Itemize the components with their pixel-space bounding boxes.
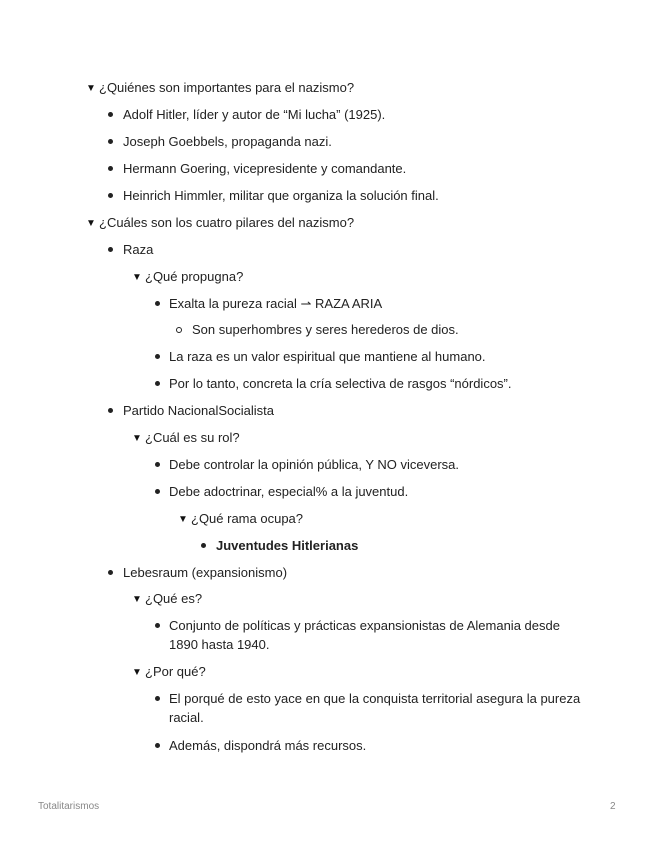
bullet-icon [108, 112, 113, 117]
toggle-heading[interactable] [132, 267, 243, 286]
toggle-label: ¿Qué es? [145, 591, 203, 606]
list-item-text: La raza es un valor espiritual que mantiene al humano. [169, 349, 486, 364]
list-item-text: Conjunto de políticas y prácticas expansionistas de Alemania desde 1890 hasta 1940. [169, 618, 560, 652]
toggle-heading[interactable] [132, 662, 206, 681]
list-item [155, 294, 382, 313]
bullet-icon [155, 381, 160, 386]
list-item-text: Por lo tanto, concreta la cría selectiva de rasgos “nórdicos”. [169, 376, 512, 391]
list-item-text: Heinrich Himmler, militar que organiza la solución final. [123, 188, 439, 203]
list-item-text: Exalta la pureza racial ⇀ RAZA ARIA [169, 296, 383, 311]
circle-bullet-icon [176, 327, 182, 333]
list-item-text: Son superhombres y seres herederos de dios. [192, 322, 459, 337]
list-item [108, 240, 153, 259]
list-item [108, 401, 274, 420]
list-item [155, 374, 512, 393]
list-item-text: Juventudes Hitlerianas [216, 538, 359, 553]
list-item-text: Joseph Goebbels, propaganda nazi. [123, 134, 332, 149]
bullet-icon [155, 623, 160, 628]
toggle-label: ¿Quiénes son importantes para el nazismo? [99, 80, 355, 95]
list-item [176, 320, 459, 339]
list-item [155, 616, 585, 654]
bullet-icon [108, 408, 113, 413]
bullet-icon [108, 247, 113, 252]
list-item-text: Partido NacionalSocialista [123, 403, 275, 418]
triangle-down-icon[interactable]: ▼ [132, 433, 142, 444]
list-item [108, 105, 385, 124]
list-item-text: Lebesraum (expansionismo) [123, 565, 288, 580]
toggle-label: ¿Cuál es su rol? [145, 430, 240, 445]
triangle-down-icon[interactable]: ▼ [132, 667, 142, 678]
list-item [108, 132, 332, 151]
bullet-icon [155, 462, 160, 467]
list-item-text: Adolf Hitler, líder y autor de “Mi lucha” (1925). [123, 107, 386, 122]
list-item [108, 159, 406, 178]
bullet-icon [108, 139, 113, 144]
triangle-down-icon[interactable]: ▼ [86, 83, 96, 94]
bullet-icon [201, 543, 206, 548]
list-item [108, 563, 287, 582]
bullet-icon [108, 193, 113, 198]
toggle-heading[interactable] [132, 428, 240, 447]
toggle-label: ¿Cuáles son los cuatro pilares del nazismo? [99, 215, 355, 230]
triangle-down-icon[interactable]: ▼ [132, 272, 142, 283]
toggle-heading[interactable] [86, 213, 354, 232]
triangle-down-icon[interactable]: ▼ [132, 594, 142, 605]
bullet-icon [155, 489, 160, 494]
toggle-label: ¿Qué propugna? [145, 269, 244, 284]
list-item [155, 455, 459, 474]
list-item [155, 482, 408, 501]
list-item-text: Debe controlar la opinión pública, Y NO viceversa. [169, 457, 460, 472]
toggle-label: ¿Qué rama ocupa? [191, 511, 304, 526]
bullet-icon [155, 743, 160, 748]
footer-title: Totalitarismos [38, 801, 100, 812]
list-item [155, 689, 585, 727]
list-item [108, 186, 439, 205]
list-item-text: Hermann Goering, vicepresidente y comandante. [123, 161, 407, 176]
list-item-text: Debe adoctrinar, especial% a la juventud. [169, 484, 409, 499]
list-item [155, 347, 486, 366]
page-number: 2 [610, 801, 616, 812]
bullet-icon [155, 354, 160, 359]
toggle-heading[interactable] [132, 589, 202, 608]
list-item-text: Raza [123, 242, 154, 257]
bullet-icon [108, 570, 113, 575]
bullet-icon [108, 166, 113, 171]
toggle-heading[interactable] [178, 509, 303, 528]
triangle-down-icon[interactable]: ▼ [178, 514, 188, 525]
toggle-label: ¿Por qué? [145, 664, 206, 679]
list-item [155, 736, 366, 755]
list-item-text: Además, dispondrá más recursos. [169, 738, 367, 753]
list-item [201, 536, 358, 555]
list-item-text: El porqué de esto yace en que la conquista territorial asegura la pureza racial. [169, 691, 581, 725]
bullet-icon [155, 301, 160, 306]
bullet-icon [155, 696, 160, 701]
triangle-down-icon[interactable]: ▼ [86, 218, 96, 229]
toggle-heading[interactable] [86, 78, 354, 97]
